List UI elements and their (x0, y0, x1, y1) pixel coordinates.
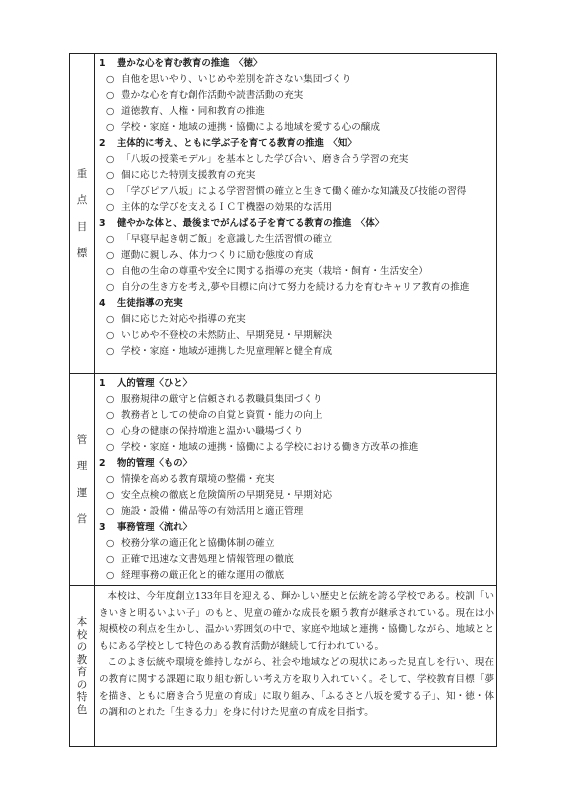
circle-bullet: ○ (106, 74, 115, 85)
circle-bullet: ○ (106, 106, 115, 117)
group-number: 3 (99, 522, 106, 533)
section-row-goals (70, 54, 497, 374)
list-item (99, 168, 494, 184)
list-item-text: 学校・家庭・地域の連携・協働による学校における働き方改革の推進 (121, 442, 419, 453)
list-item (99, 552, 494, 568)
group-number: 1 (99, 378, 106, 389)
list-item (99, 248, 494, 264)
section-content-management (95, 374, 497, 586)
list-item (99, 120, 494, 136)
section-row-management (70, 374, 497, 586)
group-heading (99, 296, 494, 312)
group-number: 1 (99, 58, 106, 69)
list-item-text: 施設・設備・備品等の有効活用と適正管理 (121, 506, 304, 517)
list-item-text: 経理事務の厳正化と的確な運用の徹底 (121, 570, 285, 581)
list-item-text: 教務者としての使命の自覚と資質・能力の向上 (121, 410, 323, 421)
list-item-text: 学校・家庭・地域の連携・協働による地域を愛する心の醸成 (121, 122, 381, 133)
section-label-char: の (76, 678, 88, 691)
list-item (99, 568, 494, 584)
list-item (99, 72, 494, 88)
circle-bullet: ○ (106, 266, 115, 277)
section-label-management (70, 374, 95, 586)
group-number: 3 (99, 218, 106, 229)
list-item-text: 個に応じた特別支援教育の充実 (121, 170, 256, 181)
section-label-char: 校 (76, 628, 88, 641)
list-item-text: 自他を思いやり、いじめや差別を許さない集団づくり (121, 74, 352, 85)
circle-bullet: ○ (106, 506, 115, 517)
section-label-features (70, 586, 95, 747)
section-label-char: の (76, 641, 88, 653)
list-item (99, 536, 494, 552)
group-heading (99, 520, 494, 536)
section-content-goals (95, 54, 497, 374)
list-item-text: 情操を高める教育環境の整備・充実 (121, 474, 275, 485)
list-item (99, 504, 494, 520)
group-heading (99, 56, 494, 72)
list-item-text: 個に応じた対応や指導の充実 (121, 314, 246, 325)
group-heading (99, 136, 494, 152)
section-label-char: 教 (76, 653, 88, 666)
list-item (99, 424, 494, 440)
group-number: 4 (99, 298, 106, 309)
list-item-text: 学校・家庭・地域が連携した児童理解と健全育成 (121, 346, 333, 357)
group-title: 健やかな体と、最後までがんばる子を育てる教育の推進 〈体〉 (117, 218, 385, 229)
school-plan-table (69, 53, 497, 747)
list-item-text: 服務規律の厳守と信頼される教職員集団づくり (121, 394, 323, 405)
feature-paragraph: このよき伝統や環境を維持しながら、社会や地域などの現状にあった見直しを行い、現在の教育に関する課題に取り組む新しい考え方を取り入れていく。そして、学校教育目標「夢を描き、ともに磨き合う児童の育成」に取り組み、「ふるさと八坂を愛する子」、知・徳・体の調和のとれた「生きる力」を身に付けた児童の育成を目指す。 (99, 657, 494, 719)
list-item-text: いじめや不登校の未然防止、早期発見・早期解決 (121, 330, 333, 341)
group-heading (99, 376, 494, 392)
group-heading (99, 456, 494, 472)
circle-bullet: ○ (106, 330, 115, 341)
list-item (99, 200, 494, 216)
list-item-text: 「学びピア八坂」による学習習慣の確立と生きて働く確かな知識及び技能の習得 (121, 186, 467, 197)
vertical-label (70, 161, 94, 267)
group-title: 生徒指導の充実 (117, 298, 183, 309)
list-item-text: 校務分掌の適正化と協働体制の確立 (121, 538, 275, 549)
group-number: 2 (99, 138, 106, 149)
circle-bullet: ○ (106, 250, 115, 261)
section-label-char: 目 (76, 220, 88, 233)
group-title: 事務管理〈流れ〉 (117, 522, 193, 533)
circle-bullet: ○ (106, 314, 115, 325)
section-label-char: 育 (76, 666, 88, 678)
circle-bullet: ○ (106, 410, 115, 421)
circle-bullet: ○ (106, 346, 115, 357)
list-item (99, 104, 494, 120)
list-item-text: 心身の健康の保持増進と温かい職場づくり (121, 426, 304, 437)
circle-bullet: ○ (106, 90, 115, 101)
circle-bullet: ○ (106, 186, 115, 197)
list-item-text: 運動に親しみ、体力つくりに励む態度の育成 (121, 250, 314, 261)
circle-bullet: ○ (106, 442, 115, 453)
list-item-text: 自他の生命の尊重や安全に関する指導の充実（栽培・飼育・生活安全） (121, 266, 428, 277)
list-item (99, 232, 494, 248)
section-label-char: 理 (76, 460, 88, 472)
section-row-features (70, 586, 497, 747)
circle-bullet: ○ (106, 538, 115, 549)
vertical-label (70, 427, 94, 533)
list-item-text: 自分の生き方を考え,夢や目標に向けて努力を続ける力を育むキャリア教育の推進 (121, 282, 470, 293)
list-item-text: 「早寝早起き朝ご飯」を意識した生活習慣の確立 (121, 234, 333, 245)
list-item (99, 312, 494, 328)
circle-bullet: ○ (106, 282, 115, 293)
circle-bullet: ○ (106, 570, 115, 581)
group-heading (99, 216, 494, 232)
circle-bullet: ○ (106, 234, 115, 245)
circle-bullet: ○ (106, 170, 115, 181)
list-item-text: 主体的な学びを支えるＩＣＴ機器の効果的な活用 (121, 202, 333, 213)
section-label-char: 本 (76, 616, 88, 628)
list-item (99, 88, 494, 104)
group-title: 人的管理〈ひと〉 (117, 378, 193, 389)
list-item (99, 440, 494, 456)
group-title: 物的管理〈もの〉 (117, 458, 193, 469)
circle-bullet: ○ (106, 490, 115, 501)
group-number: 2 (99, 458, 106, 469)
section-content-features (95, 586, 497, 747)
group-title: 豊かな心を育む教育の推進 〈徳〉 (117, 58, 263, 69)
list-item (99, 264, 494, 280)
circle-bullet: ○ (106, 154, 115, 165)
list-item-text: 「八坂の授業モデル」を基本とした学び合い、磨き合う学習の充実 (121, 154, 409, 165)
section-label-char: 色 (76, 703, 88, 716)
circle-bullet: ○ (106, 202, 115, 213)
list-item (99, 328, 494, 344)
circle-bullet: ○ (106, 394, 115, 405)
list-item (99, 344, 494, 360)
list-item-text: 道徳教育、人権・同和教育の推進 (121, 106, 265, 117)
list-item (99, 408, 494, 424)
section-label-char: 重 (76, 167, 88, 180)
section-label-char: 管 (76, 433, 88, 446)
section-label-char: 点 (76, 194, 88, 206)
list-item-text: 正確で迅速な文書処理と情報管理の徹底 (121, 554, 294, 565)
section-label-char: 標 (76, 247, 88, 259)
group-title: 主体的に考え、ともに学ぶ子を育てる教育の推進 〈知〉 (117, 138, 357, 149)
circle-bullet: ○ (106, 474, 115, 485)
section-label-goals (70, 54, 95, 374)
list-item (99, 152, 494, 168)
circle-bullet: ○ (106, 426, 115, 437)
list-item-text: 安全点検の徹底と危険箇所の早期発見・早期対応 (121, 490, 333, 501)
list-item (99, 392, 494, 408)
list-item-text: 豊かな心を育む創作活動や読書活動の充実 (121, 90, 304, 101)
vertical-label (70, 616, 94, 716)
circle-bullet: ○ (106, 122, 115, 133)
list-item (99, 488, 494, 504)
section-label-char: 運 (76, 486, 88, 499)
section-label-char: 特 (76, 691, 88, 703)
feature-paragraph: 本校は、今年度創立133年目を迎える、輝かしい歴史と伝統を誇る学校である。校訓「いきいきと明るいよい子」のもと、児童の確かな成長を願う教育が継承されている。現在は小規模校の利点を生かし、温かい雰囲気の中で、家庭や地域と連携・協働しながら、地域とともにある学校として特色のある教育活動が継続して行われている。 (99, 591, 494, 652)
circle-bullet: ○ (106, 554, 115, 565)
list-item (99, 184, 494, 200)
list-item (99, 280, 494, 296)
list-item (99, 472, 494, 488)
section-label-char: 営 (76, 513, 88, 525)
